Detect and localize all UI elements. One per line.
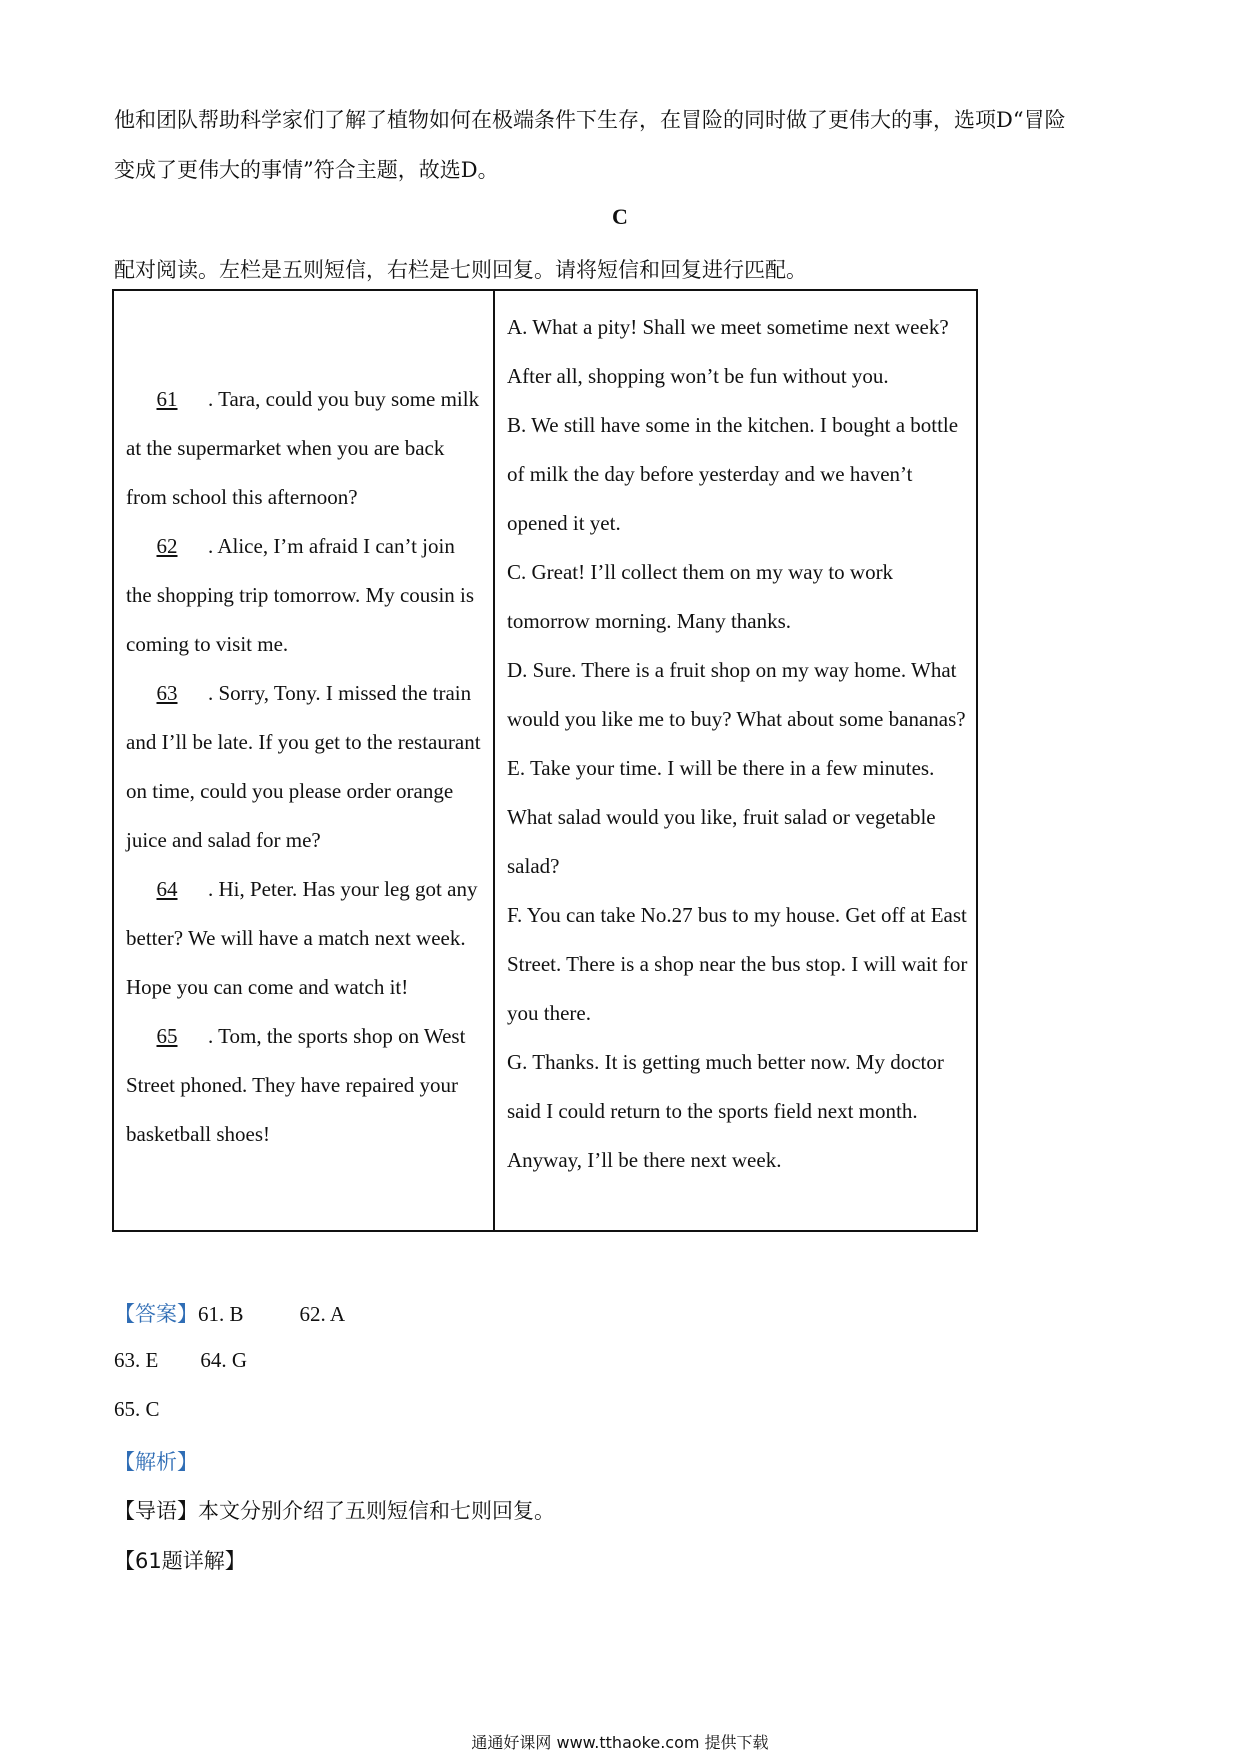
guide-tag: 【导语】: [114, 1499, 198, 1523]
blank-62: 62: [156, 534, 178, 558]
section-heading: C: [612, 204, 628, 229]
reply-e: E. Take your time. I will be there in a few minutes. What salad would you like, fruit salad or vegetable salad?: [507, 756, 936, 878]
intro-paragraph-line-2: 变成了更伟大的事情”符合主题，故选D。: [114, 158, 499, 182]
reply-b: B. We still have some in the kitchen. I bought a bottle of milk the day before yesterday and we haven’t opened it yet.: [507, 413, 959, 535]
guide-text: 本文分别介绍了五则短信和七则回复。: [198, 1499, 555, 1523]
blank-65: 65: [156, 1024, 178, 1048]
reply-g: G. Thanks. It is getting much better now. My doctor said I could return to the sports field next month. Anyway, I’ll be there next week.: [507, 1050, 944, 1172]
answer-line-2: [114, 1348, 247, 1373]
answer-line-3: [114, 1397, 160, 1422]
analysis-tag: 【解析】: [114, 1450, 198, 1474]
answer-62: 62. A: [299, 1302, 346, 1326]
replies-column: [495, 291, 976, 1230]
message-63-text: . Sorry, Tony. I missed the train and I’ll be late. If you get to the restaurant on time, could you please order orange juice and salad for me?: [126, 681, 481, 852]
message-64-text: . Hi, Peter. Has your leg got any better? We will have a match next week. Hope you can come and watch it!: [126, 877, 478, 999]
message-63: [126, 681, 481, 852]
detail-heading: [114, 1545, 246, 1575]
analysis-heading: [114, 1446, 198, 1476]
answer-64: 64. G: [200, 1348, 247, 1372]
answer-65: 65. C: [114, 1397, 160, 1421]
reply-a: A. What a pity! Shall we meet sometime next week? After all, shopping won’t be fun without you.: [507, 315, 949, 388]
instruction-text: 配对阅读。左栏是五则短信，右栏是七则回复。请将短信和回复进行匹配。: [114, 258, 807, 282]
reply-f: F. You can take No.27 bus to my house. Get off at East Street. There is a shop near the bus stop. I will wait for you there.: [507, 903, 968, 1025]
blank-63: 63: [156, 681, 178, 705]
guide-line: [114, 1495, 555, 1525]
blank-61: 61: [156, 387, 178, 411]
messages-column: [114, 291, 495, 1230]
intro-paragraph-line-1: 他和团队帮助科学家们了解了植物如何在极端条件下生存，在冒险的同时做了更伟大的事，选项D“冒险: [114, 108, 1066, 132]
answer-63: 63. E: [114, 1348, 159, 1372]
message-62-text: . Alice, I’m afraid I can’t join the shopping trip tomorrow. My cousin is coming to visit me.: [126, 534, 475, 656]
reply-c: C. Great! I’ll collect them on my way to work tomorrow morning. Many thanks.: [507, 560, 894, 633]
matching-table: [112, 289, 978, 1232]
message-65-text: . Tom, the sports shop on West Street phoned. They have repaired your basketball shoes!: [126, 1024, 466, 1146]
message-65: [126, 1024, 465, 1146]
message-64: [126, 877, 477, 999]
answer-tag: 【答案】: [114, 1302, 198, 1326]
page-footer: 通通好课网 www.tthaoke.com 提供下载: [471, 1733, 769, 1752]
detail-heading-text: 【61题详解】: [114, 1549, 246, 1573]
reply-d: D. Sure. There is a fruit shop on my way home. What would you like me to buy? What about some bananas?: [507, 658, 966, 731]
message-62: [126, 534, 474, 656]
answer-61: 61. B: [198, 1302, 244, 1326]
message-61: [126, 387, 479, 509]
answer-line-1: [114, 1298, 345, 1328]
blank-64: 64: [156, 877, 178, 901]
message-61-text: . Tara, could you buy some milk at the supermarket when you are back from school this afternoon?: [126, 387, 480, 509]
